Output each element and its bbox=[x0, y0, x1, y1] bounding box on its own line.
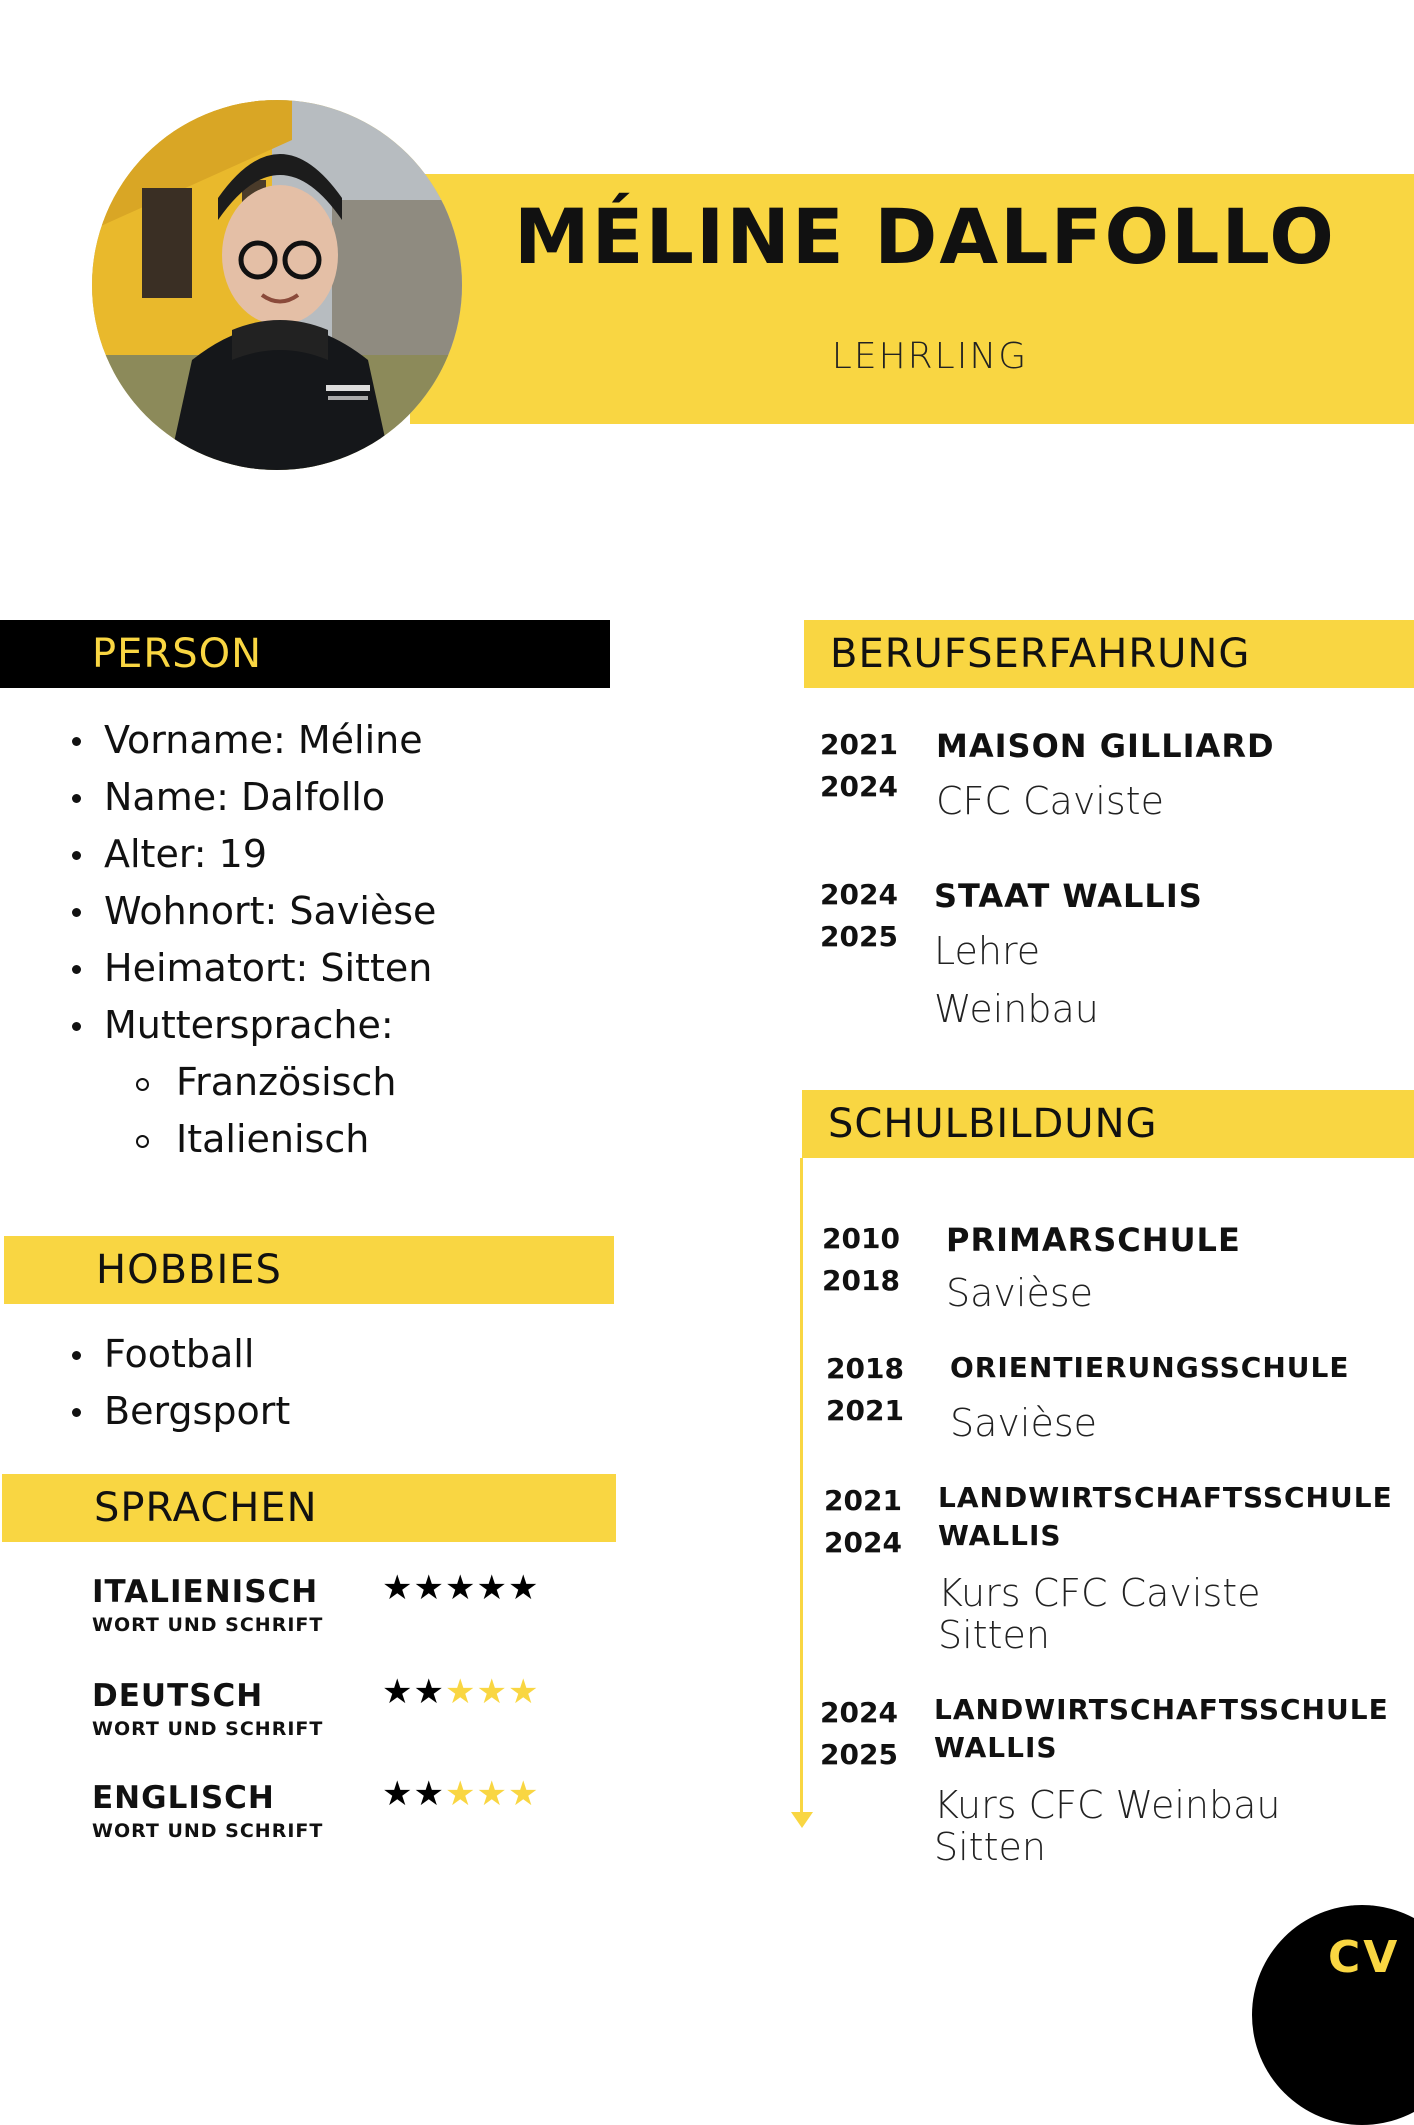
star-empty-icon: ★ bbox=[507, 1774, 540, 1814]
rating-stars bbox=[382, 1672, 539, 1712]
language-detail: WORT UND SCHRIFT bbox=[92, 1820, 324, 1842]
entry-title: LANDWIRTSCHAFTSSCHULE bbox=[938, 1481, 1393, 1514]
entry-text: CFC Caviste bbox=[936, 779, 1164, 823]
year-start: 2010 bbox=[822, 1222, 900, 1255]
entry-text: Lehre bbox=[934, 929, 1041, 973]
list-sub-item: Italienisch bbox=[66, 1111, 586, 1168]
entry-title: ORIENTIERUNGSSCHULE bbox=[950, 1351, 1350, 1384]
entry-text: Kurs CFC Weinbau bbox=[934, 1783, 1281, 1827]
entry-text: Sitten bbox=[938, 1613, 1050, 1657]
list-item: Vorname: Méline bbox=[66, 712, 586, 769]
year-start: 2018 bbox=[826, 1352, 904, 1385]
year-start: 2024 bbox=[820, 1696, 898, 1729]
portrait-illustration bbox=[92, 100, 462, 470]
year-end: 2024 bbox=[820, 770, 898, 803]
star-filled-icon: ★ bbox=[413, 1774, 445, 1814]
entry-text: Sitten bbox=[934, 1825, 1046, 1869]
entry-title: LANDWIRTSCHAFTSSCHULE bbox=[934, 1693, 1389, 1726]
star-empty-icon: ★ bbox=[444, 1774, 477, 1814]
rating-stars bbox=[382, 1774, 539, 1814]
entry-text: Weinbau bbox=[934, 987, 1099, 1031]
list-item: Bergsport bbox=[66, 1383, 586, 1440]
star-empty-icon: ★ bbox=[507, 1672, 540, 1712]
person-role: LEHRLING bbox=[831, 336, 1029, 377]
year-end: 2024 bbox=[824, 1526, 902, 1559]
star-filled-icon: ★ bbox=[413, 1568, 445, 1608]
timeline-line bbox=[800, 1158, 803, 1818]
person-list bbox=[66, 712, 586, 1168]
entry-text: Kurs CFC Caviste bbox=[938, 1571, 1261, 1615]
language-name: DEUTSCH bbox=[92, 1678, 264, 1714]
year-start: 2021 bbox=[820, 728, 898, 761]
list-item: Heimatort: Sitten bbox=[66, 940, 586, 997]
star-filled-icon: ★ bbox=[444, 1568, 477, 1608]
entry-title: WALLIS bbox=[938, 1519, 1062, 1552]
language-name: ENGLISCH bbox=[92, 1780, 275, 1816]
entry-text: Savièse bbox=[950, 1401, 1098, 1445]
list-sub-item: Französisch bbox=[66, 1054, 586, 1111]
list-item: Wohnort: Savièse bbox=[66, 883, 586, 940]
entry-title: WALLIS bbox=[934, 1731, 1058, 1764]
star-filled-icon: ★ bbox=[382, 1774, 414, 1814]
year-end: 2025 bbox=[820, 920, 898, 953]
year-start: 2021 bbox=[824, 1484, 902, 1517]
star-filled-icon: ★ bbox=[382, 1568, 414, 1608]
year-end: 2018 bbox=[822, 1264, 900, 1297]
education-heading: SCHULBILDUNG bbox=[802, 1090, 1414, 1158]
star-filled-icon: ★ bbox=[413, 1672, 445, 1712]
entry-title: STAAT WALLIS bbox=[934, 877, 1203, 915]
language-detail: WORT UND SCHRIFT bbox=[92, 1614, 324, 1636]
list-item: Alter: 19 bbox=[66, 826, 586, 883]
language-item bbox=[92, 1672, 540, 1740]
year-end: 2021 bbox=[826, 1394, 904, 1427]
person-heading: PERSON bbox=[0, 620, 610, 688]
person-name: MÉLINE DALFOLLO bbox=[514, 192, 1336, 281]
star-filled-icon: ★ bbox=[507, 1568, 540, 1608]
star-empty-icon: ★ bbox=[476, 1774, 508, 1814]
rating-stars bbox=[382, 1568, 539, 1608]
hobbies-list bbox=[66, 1326, 586, 1440]
experience-heading: BERUFSERFAHRUNG bbox=[804, 620, 1414, 688]
star-empty-icon: ★ bbox=[444, 1672, 477, 1712]
star-filled-icon: ★ bbox=[476, 1568, 508, 1608]
star-empty-icon: ★ bbox=[476, 1672, 508, 1712]
hobbies-heading: HOBBIES bbox=[4, 1236, 614, 1304]
profile-photo bbox=[92, 100, 462, 470]
list-item: Name: Dalfollo bbox=[66, 769, 586, 826]
languages-heading: SPRACHEN bbox=[2, 1474, 616, 1542]
entry-title: MAISON GILLIARD bbox=[936, 727, 1275, 765]
star-filled-icon: ★ bbox=[382, 1672, 414, 1712]
entry-text: Savièse bbox=[946, 1271, 1094, 1315]
language-item bbox=[92, 1774, 540, 1842]
list-item: Muttersprache: bbox=[66, 997, 586, 1054]
language-detail: WORT UND SCHRIFT bbox=[92, 1718, 324, 1740]
language-item bbox=[92, 1568, 540, 1636]
year-end: 2025 bbox=[820, 1738, 898, 1771]
language-name: ITALIENISCH bbox=[92, 1574, 319, 1610]
corner-label: CV bbox=[1328, 1932, 1401, 1983]
timeline-arrow-icon bbox=[791, 1812, 813, 1828]
year-start: 2024 bbox=[820, 878, 898, 911]
list-item: Football bbox=[66, 1326, 586, 1383]
entry-title: PRIMARSCHULE bbox=[946, 1221, 1241, 1259]
